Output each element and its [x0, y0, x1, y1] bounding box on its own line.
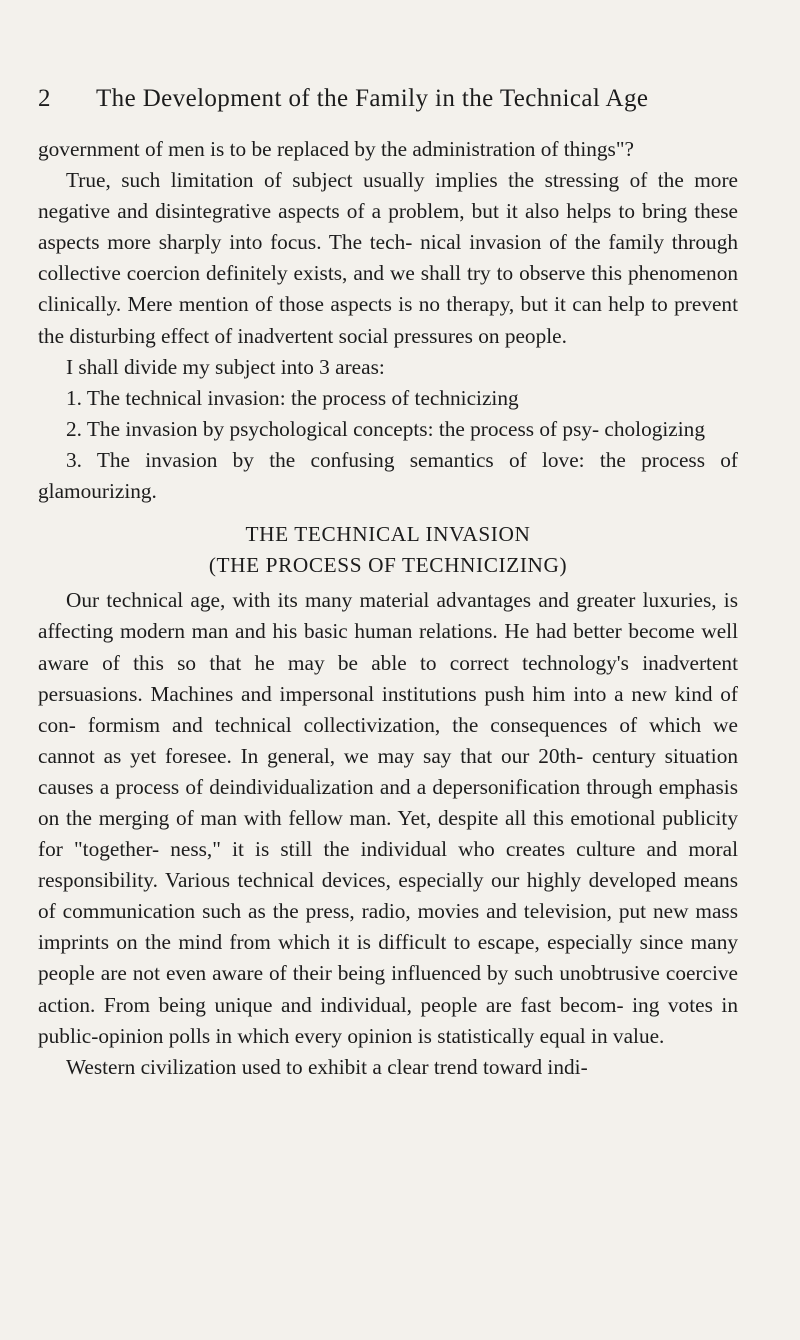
list-item: 1. The technical invasion: the process of technicizing: [66, 385, 519, 410]
page-number: 2: [38, 85, 51, 112]
paragraph: I shall divide my subject into 3 areas:: [66, 354, 385, 379]
paragraph-continuation: government of men is to be replaced by the administration of things"?: [38, 137, 634, 161]
list-item: 2. The invasion by psychological concepts: the process of psy- chologizing: [66, 416, 705, 441]
section-subheading-line: (THE PROCESS OF TECHNICIZING): [208, 553, 568, 578]
list-item: 3. The invasion by the confusing semantics of love: the process of glamourizing.: [38, 447, 738, 504]
section-heading-line: THE TECHNICAL INVASION: [245, 522, 531, 547]
paragraph: True, such limitation of subject usually implies the stressing of the more negative and disintegrative aspects of a problem, but it also helps to bring these aspects more sharply into focus. The tech- nical invasion of the family through collective coercion definitely exists, and we shall try to observe this phenomenon clinically. Mere mention of those aspects is no therapy, but it can help to prevent the disturbing effect of inadvertent social pressures on people.: [38, 168, 738, 348]
running-title: The Development of the Family in the Technical Age: [96, 85, 649, 112]
section-heading: [38, 519, 738, 581]
running-head: [38, 84, 738, 114]
paragraph: Our technical age, with its many material advantages and greater luxuries, is affecting modern man and his basic human relations. He had better become well aware of this so that he may be able to correct technology's inadvertent persuasions. Machines and impersonal institutions push him into a new kind of con- formism and technical collectivization, the consequences of which we cannot as yet foresee. In general, we may say that our 20th- century situation causes a process of deindividualization and a depersonification through emphasis on the merging of man with fellow man. Yet, despite all this emotional publicity for "together- ness," it is still the individual who creates culture and moral responsibility. Various technical devices, especially our highly developed means of communication such as the press, radio, movies and television, put new mass imprints on the mind from which it is difficult to escape, especially since many people are not even aware of their being influenced by such unobtrusive coercive action. From being unique and individual, people are fast becom- ing votes in public-opinion polls in which every opinion is statistically equal in value.: [38, 588, 738, 1048]
paragraph: Western civilization used to exhibit a clear trend toward indi-: [66, 1054, 588, 1079]
